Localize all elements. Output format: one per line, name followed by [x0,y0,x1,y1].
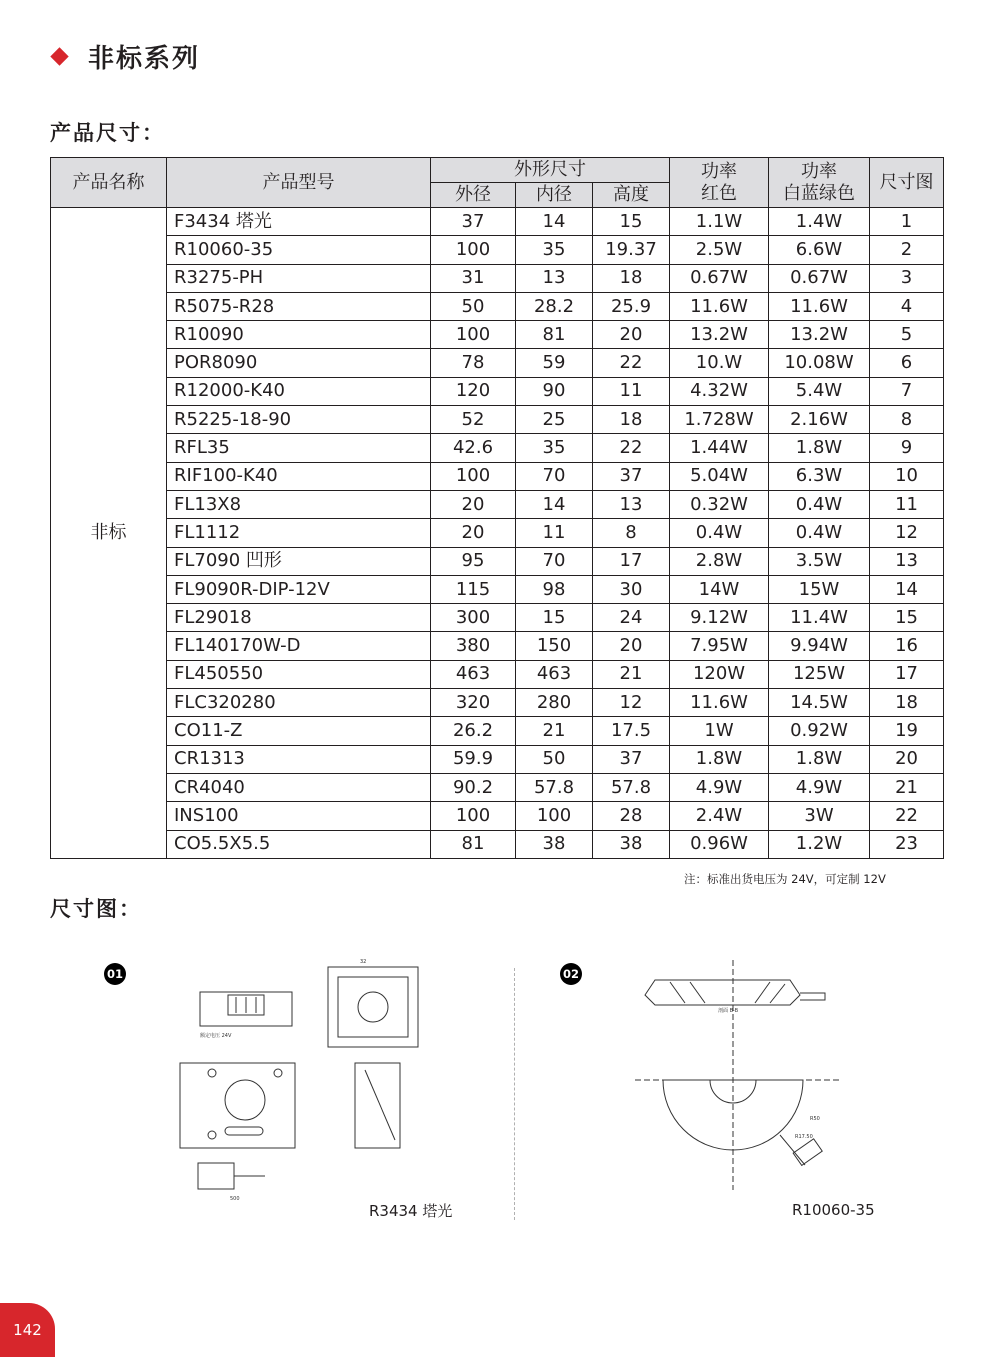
table-row [51,773,944,801]
cell-power-wbg: 6.3W [769,462,870,490]
table-row [51,434,944,462]
cell-inner: 59 [516,349,593,377]
drawing-number-badge: 01 [104,963,126,985]
cell-drawing-no: 14 [870,575,944,603]
cell-outer: 100 [431,236,516,264]
cell-height: 37 [593,462,670,490]
table-row [51,292,944,320]
header-drawing-no: 尺寸图 [870,158,944,208]
section-dimensions-heading: 产品尺寸： [50,121,165,145]
cell-drawing-no: 1 [870,208,944,236]
cell-drawing-no: 5 [870,321,944,349]
header-height: 高度 [593,183,670,208]
cell-outer: 42.6 [431,434,516,462]
cell-height: 21 [593,660,670,688]
cell-model: FL1112 [167,519,431,547]
cell-power-wbg: 3.5W [769,547,870,575]
cell-inner: 21 [516,717,593,745]
cell-inner: 14 [516,490,593,518]
cell-power-red: 4.9W [670,773,769,801]
cell-height: 18 [593,406,670,434]
cell-power-wbg: 1.8W [769,745,870,773]
cell-inner: 57.8 [516,773,593,801]
cell-power-wbg: 0.67W [769,264,870,292]
cell-drawing-no: 12 [870,519,944,547]
product-group-name: 非标 [51,208,167,859]
cell-model: R5225-18-90 [167,406,431,434]
cell-power-red: 14W [670,575,769,603]
cell-height: 17.5 [593,717,670,745]
cell-model: F3434 塔光 [167,208,431,236]
table-row [51,321,944,349]
table-row [51,519,944,547]
cell-outer: 20 [431,490,516,518]
table-row [51,462,944,490]
cell-outer: 31 [431,264,516,292]
cell-power-wbg: 0.92W [769,717,870,745]
cell-power-wbg: 2.16W [769,406,870,434]
cell-height: 20 [593,632,670,660]
cell-power-wbg: 14.5W [769,689,870,717]
cell-inner: 14 [516,208,593,236]
cell-outer: 26.2 [431,717,516,745]
cell-height: 38 [593,830,670,858]
cell-drawing-no: 7 [870,377,944,405]
cell-model: FL7090 凹形 [167,547,431,575]
cell-height: 18 [593,264,670,292]
cell-outer: 81 [431,830,516,858]
cell-outer: 300 [431,604,516,632]
cell-model: FL9090R-DIP-12V [167,575,431,603]
svg-text:R17.50: R17.50 [795,1134,813,1140]
cell-power-wbg: 0.4W [769,490,870,518]
cell-power-red: 11.6W [670,292,769,320]
cell-power-red: 1.728W [670,406,769,434]
svg-text:额定电压 24V: 额定电压 24V [200,1033,232,1039]
cell-model: CO11-Z [167,717,431,745]
cell-outer: 78 [431,349,516,377]
cell-power-red: 120W [670,660,769,688]
table-row [51,377,944,405]
cell-power-wbg: 3W [769,802,870,830]
cell-power-red: 1.1W [670,208,769,236]
cell-outer: 100 [431,802,516,830]
table-row [51,406,944,434]
cell-drawing-no: 13 [870,547,944,575]
cell-model: CO5.5X5.5 [167,830,431,858]
spec-table-body [51,208,944,859]
cell-power-wbg: 9.94W [769,632,870,660]
cell-outer: 50 [431,292,516,320]
cell-drawing-no: 3 [870,264,944,292]
table-row [51,604,944,632]
cell-inner: 280 [516,689,593,717]
cell-drawing-no: 6 [870,349,944,377]
cell-height: 24 [593,604,670,632]
header-shape-size: 外形尺寸 [431,158,670,183]
cell-height: 28 [593,802,670,830]
cell-inner: 13 [516,264,593,292]
cell-height: 17 [593,547,670,575]
header-power-red: 功率 红色 [670,158,769,208]
table-row [51,236,944,264]
svg-text:R50: R50 [810,1116,820,1122]
cell-power-wbg: 10.08W [769,349,870,377]
cell-inner: 70 [516,547,593,575]
cell-outer: 95 [431,547,516,575]
cell-height: 13 [593,490,670,518]
cell-height: 22 [593,349,670,377]
cell-model: FLC320280 [167,689,431,717]
table-row [51,264,944,292]
drawing-caption: R10060-35 [792,1201,875,1219]
cell-model: FL13X8 [167,490,431,518]
cell-inner: 100 [516,802,593,830]
cell-power-red: 10.W [670,349,769,377]
drawing-r3434-image [170,955,440,1205]
cell-model: FL450550 [167,660,431,688]
cell-model: CR1313 [167,745,431,773]
svg-text:剖面 B-B: 剖面 B-B [718,1008,739,1014]
table-row [51,802,944,830]
cell-outer: 20 [431,519,516,547]
cell-model: FL29018 [167,604,431,632]
cell-drawing-no: 20 [870,745,944,773]
cell-height: 22 [593,434,670,462]
cell-power-red: 1.8W [670,745,769,773]
cell-height: 19.37 [593,236,670,264]
cell-model: R10090 [167,321,431,349]
header-outer-diameter: 外径 [431,183,516,208]
cell-inner: 35 [516,236,593,264]
cell-power-wbg: 11.6W [769,292,870,320]
svg-text:32: 32 [360,959,367,965]
cell-drawing-no: 8 [870,406,944,434]
cell-power-red: 5.04W [670,462,769,490]
drawing-caption: R3434 塔光 [369,1202,453,1220]
cell-height: 8 [593,519,670,547]
drawing-number-badge: 02 [560,963,582,985]
drawings-divider [514,968,515,1220]
cell-inner: 11 [516,519,593,547]
cell-height: 12 [593,689,670,717]
cell-power-red: 0.4W [670,519,769,547]
header-product-name: 产品名称 [51,158,167,208]
cell-power-wbg: 4.9W [769,773,870,801]
cell-power-red: 1.44W [670,434,769,462]
cell-model: RFL35 [167,434,431,462]
cell-drawing-no: 23 [870,830,944,858]
table-row [51,689,944,717]
table-row [51,632,944,660]
cell-power-red: 1W [670,717,769,745]
cell-height: 15 [593,208,670,236]
voltage-note: 注：标准出货电压为 24V，可定制 12V [684,872,886,886]
cell-power-red: 0.32W [670,490,769,518]
cell-outer: 52 [431,406,516,434]
table-row [51,490,944,518]
cell-power-wbg: 0.4W [769,519,870,547]
cell-height: 30 [593,575,670,603]
cell-model: R5075-R28 [167,292,431,320]
cell-height: 11 [593,377,670,405]
cell-power-wbg: 5.4W [769,377,870,405]
cell-power-wbg: 1.4W [769,208,870,236]
cell-drawing-no: 4 [870,292,944,320]
cell-model: FL140170W-D [167,632,431,660]
cell-model: R12000-K40 [167,377,431,405]
cell-model: R10060-35 [167,236,431,264]
cell-outer: 463 [431,660,516,688]
cell-model: POR8090 [167,349,431,377]
cell-drawing-no: 10 [870,462,944,490]
cell-inner: 150 [516,632,593,660]
cell-inner: 70 [516,462,593,490]
cell-power-red: 9.12W [670,604,769,632]
cell-inner: 25 [516,406,593,434]
cell-outer: 120 [431,377,516,405]
cell-drawing-no: 15 [870,604,944,632]
cell-power-red: 11.6W [670,689,769,717]
cell-power-red: 13.2W [670,321,769,349]
table-row [51,208,944,236]
cell-outer: 59.9 [431,745,516,773]
cell-outer: 90.2 [431,773,516,801]
cell-power-red: 2.4W [670,802,769,830]
cell-outer: 380 [431,632,516,660]
cell-drawing-no: 18 [870,689,944,717]
cell-power-red: 2.5W [670,236,769,264]
cell-drawing-no: 19 [870,717,944,745]
cell-power-red: 2.8W [670,547,769,575]
table-row [51,745,944,773]
cell-power-red: 0.96W [670,830,769,858]
cell-drawing-no: 2 [870,236,944,264]
table-row [51,830,944,858]
cell-outer: 100 [431,462,516,490]
drawing-r10060-image [630,960,860,1200]
cell-model: RIF100-K40 [167,462,431,490]
cell-power-red: 7.95W [670,632,769,660]
page-number: 142 [13,1321,42,1339]
cell-inner: 50 [516,745,593,773]
cell-drawing-no: 22 [870,802,944,830]
cell-drawing-no: 11 [870,490,944,518]
header-power-wbg: 功率 白蓝绿色 [769,158,870,208]
page-number-tab [0,1303,55,1357]
cell-height: 25.9 [593,292,670,320]
table-row [51,575,944,603]
cell-drawing-no: 9 [870,434,944,462]
cell-power-wbg: 1.8W [769,434,870,462]
cell-outer: 320 [431,689,516,717]
cell-height: 37 [593,745,670,773]
cell-inner: 81 [516,321,593,349]
table-row [51,717,944,745]
cell-outer: 37 [431,208,516,236]
cell-height: 20 [593,321,670,349]
table-row [51,660,944,688]
cell-outer: 100 [431,321,516,349]
cell-power-wbg: 13.2W [769,321,870,349]
cell-inner: 35 [516,434,593,462]
page-header [48,38,200,74]
cell-model: INS100 [167,802,431,830]
cell-height: 57.8 [593,773,670,801]
header-inner-diameter: 内径 [516,183,593,208]
cell-drawing-no: 16 [870,632,944,660]
cell-model: R3275-PH [167,264,431,292]
table-row [51,349,944,377]
cell-model: CR4040 [167,773,431,801]
cell-inner: 98 [516,575,593,603]
cell-outer: 115 [431,575,516,603]
spec-table [50,157,944,859]
page-title: 非标系列 [88,43,201,74]
cell-power-red: 0.67W [670,264,769,292]
cell-power-wbg: 6.6W [769,236,870,264]
table-row [51,547,944,575]
cell-drawing-no: 17 [870,660,944,688]
cell-power-wbg: 11.4W [769,604,870,632]
diamond-bullet-icon [50,47,68,65]
cell-inner: 28.2 [516,292,593,320]
cell-power-red: 4.32W [670,377,769,405]
cell-power-wbg: 125W [769,660,870,688]
header-product-model: 产品型号 [167,158,431,208]
cell-inner: 38 [516,830,593,858]
cell-power-wbg: 15W [769,575,870,603]
cell-power-wbg: 1.2W [769,830,870,858]
svg-text:500: 500 [230,1196,240,1202]
section-drawings-heading: 尺寸图： [50,897,142,921]
cell-inner: 90 [516,377,593,405]
cell-drawing-no: 21 [870,773,944,801]
cell-inner: 463 [516,660,593,688]
cell-inner: 15 [516,604,593,632]
